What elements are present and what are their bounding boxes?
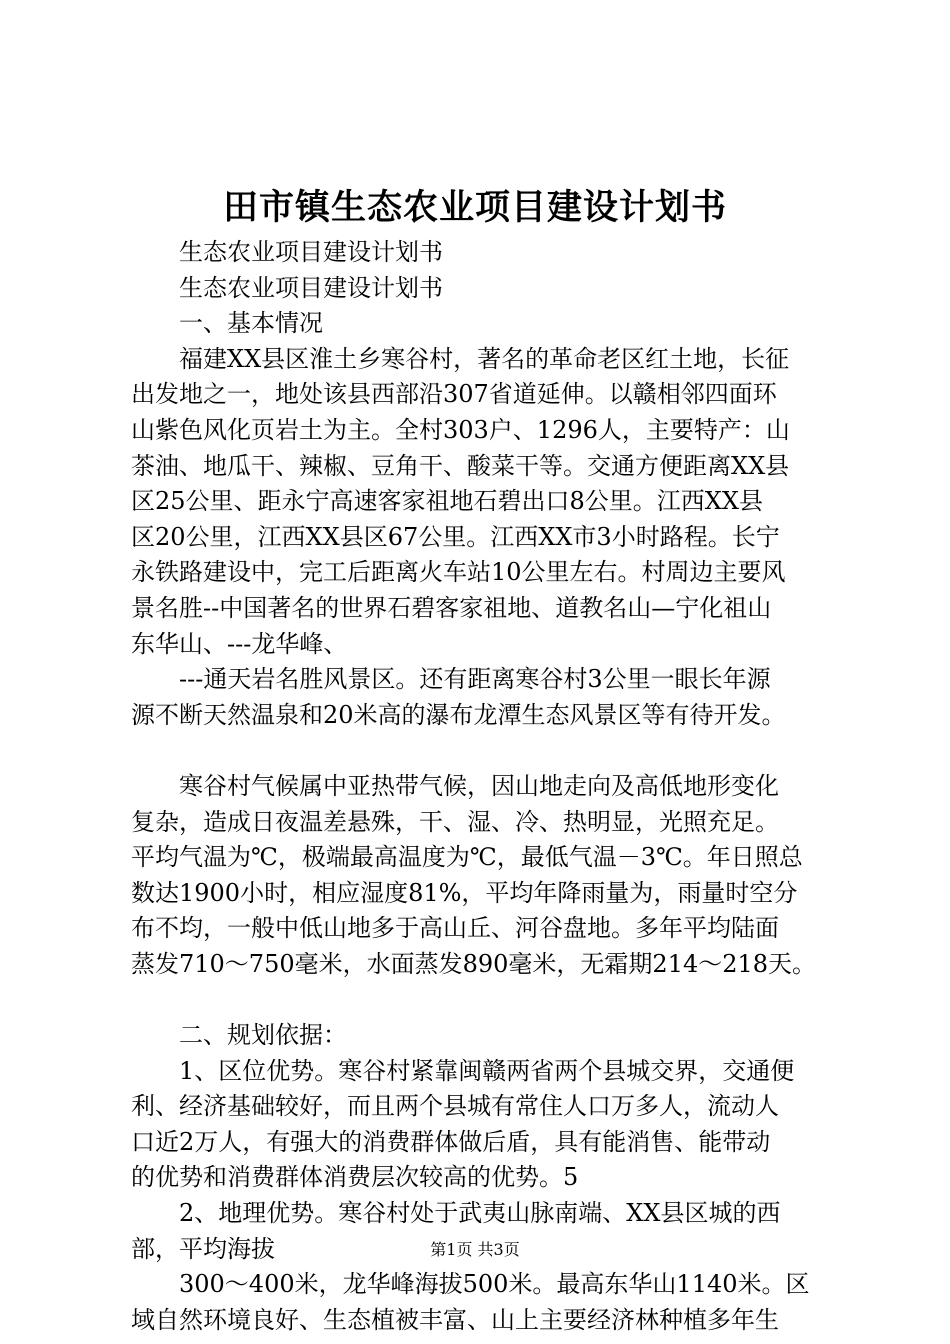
- body-line: 300～400米，龙华峰海拔500米。最高东华山1140米。区: [179, 1270, 810, 1299]
- paragraph-gap: [131, 982, 831, 1018]
- body-line: 2、地理优势。寒谷村处于武夷山脉南端、XX县区城的西: [179, 1199, 781, 1228]
- body-line: ---通天岩名胜风景区。还有距离寒谷村3公里一眼长年源: [179, 665, 771, 694]
- paragraph-gap: [131, 733, 831, 769]
- body-line: 利、经济基础较好，而且两个县城有常住人口万多人，流动人: [131, 1092, 779, 1121]
- body-line: 部，平均海拔: [131, 1234, 275, 1263]
- body-line: 永铁路建设中，完工后距离火车站10公里左右。村周边主要风: [131, 558, 786, 587]
- body-line: 景名胜--中国著名的世界石碧客家祖地、道教名山—宁化祖山: [131, 593, 772, 622]
- page-footer: 第1页 共3页: [430, 1240, 520, 1259]
- body-line: 福建XX县区淮土乡寒谷村，著名的革命老区红土地，长征: [179, 344, 790, 373]
- body-line: 生态农业项目建设计划书: [179, 273, 443, 302]
- body-line: 域自然环境良好、生态植被丰富、山上主要经济林种植多年生: [131, 1305, 779, 1334]
- body-line: 复杂，造成日夜温差悬殊，干、湿、冷、热明显，光照充足。: [131, 807, 779, 836]
- section-heading: 一、基本情况: [179, 309, 323, 338]
- body-line: 茶油、地瓜干、辣椒、豆角干、酸菜干等。交通方便距离XX县: [131, 451, 790, 480]
- body-line: 数达1900小时，相应湿度81%，平均年降雨量为，雨量时空分: [131, 878, 798, 907]
- body-line: 1、区位优势。寒谷村紧靠闽赣两省两个县城交界，交通便: [179, 1056, 795, 1085]
- body-line: 出发地之一，地处该县西部沿307省道延伸。以赣相邻四面环: [131, 380, 777, 409]
- body-line: 口近2万人，有强大的消费群体做后盾，具有能消售、能带动: [131, 1127, 771, 1156]
- body-line: 布不均，一般中低山地多于高山丘、河谷盘地。多年平均陆面: [131, 914, 779, 943]
- body-line: 区20公里，江西XX县区67公里。江西XX市3小时路程。长宁: [131, 522, 780, 551]
- body-line: 源不断天然温泉和20米高的瀑布龙潭生态风景区等有待开发。: [131, 700, 786, 729]
- body-line: 区25公里、距永宁高速客家祖地石碧出口8公里。江西XX县: [131, 487, 763, 516]
- body-line: 生态农业项目建设计划书: [179, 238, 443, 266]
- body-line: 平均气温为℃，极端最高温度为℃，最低气温－3℃。年日照总: [131, 843, 803, 872]
- body-line: 寒谷村气候属中亚热带气候，因山地走向及高低地形变化: [179, 771, 779, 800]
- body-line: 东华山、---龙华峰、: [131, 629, 348, 658]
- section-heading: 二、规划依据：: [179, 1021, 347, 1050]
- document-title: 田市镇生态农业项目建设计划书: [222, 187, 727, 228]
- body-line: 山紫色风化页岩土为主。全村303户、1296人，主要特产：山: [131, 415, 790, 444]
- body-line: 蒸发710～750毫米，水面蒸发890毫米，无霜期214～218天。: [131, 949, 817, 978]
- document-body: [131, 235, 831, 1338]
- body-line: 的优势和消费群体消费层次较高的优势。5: [131, 1163, 579, 1192]
